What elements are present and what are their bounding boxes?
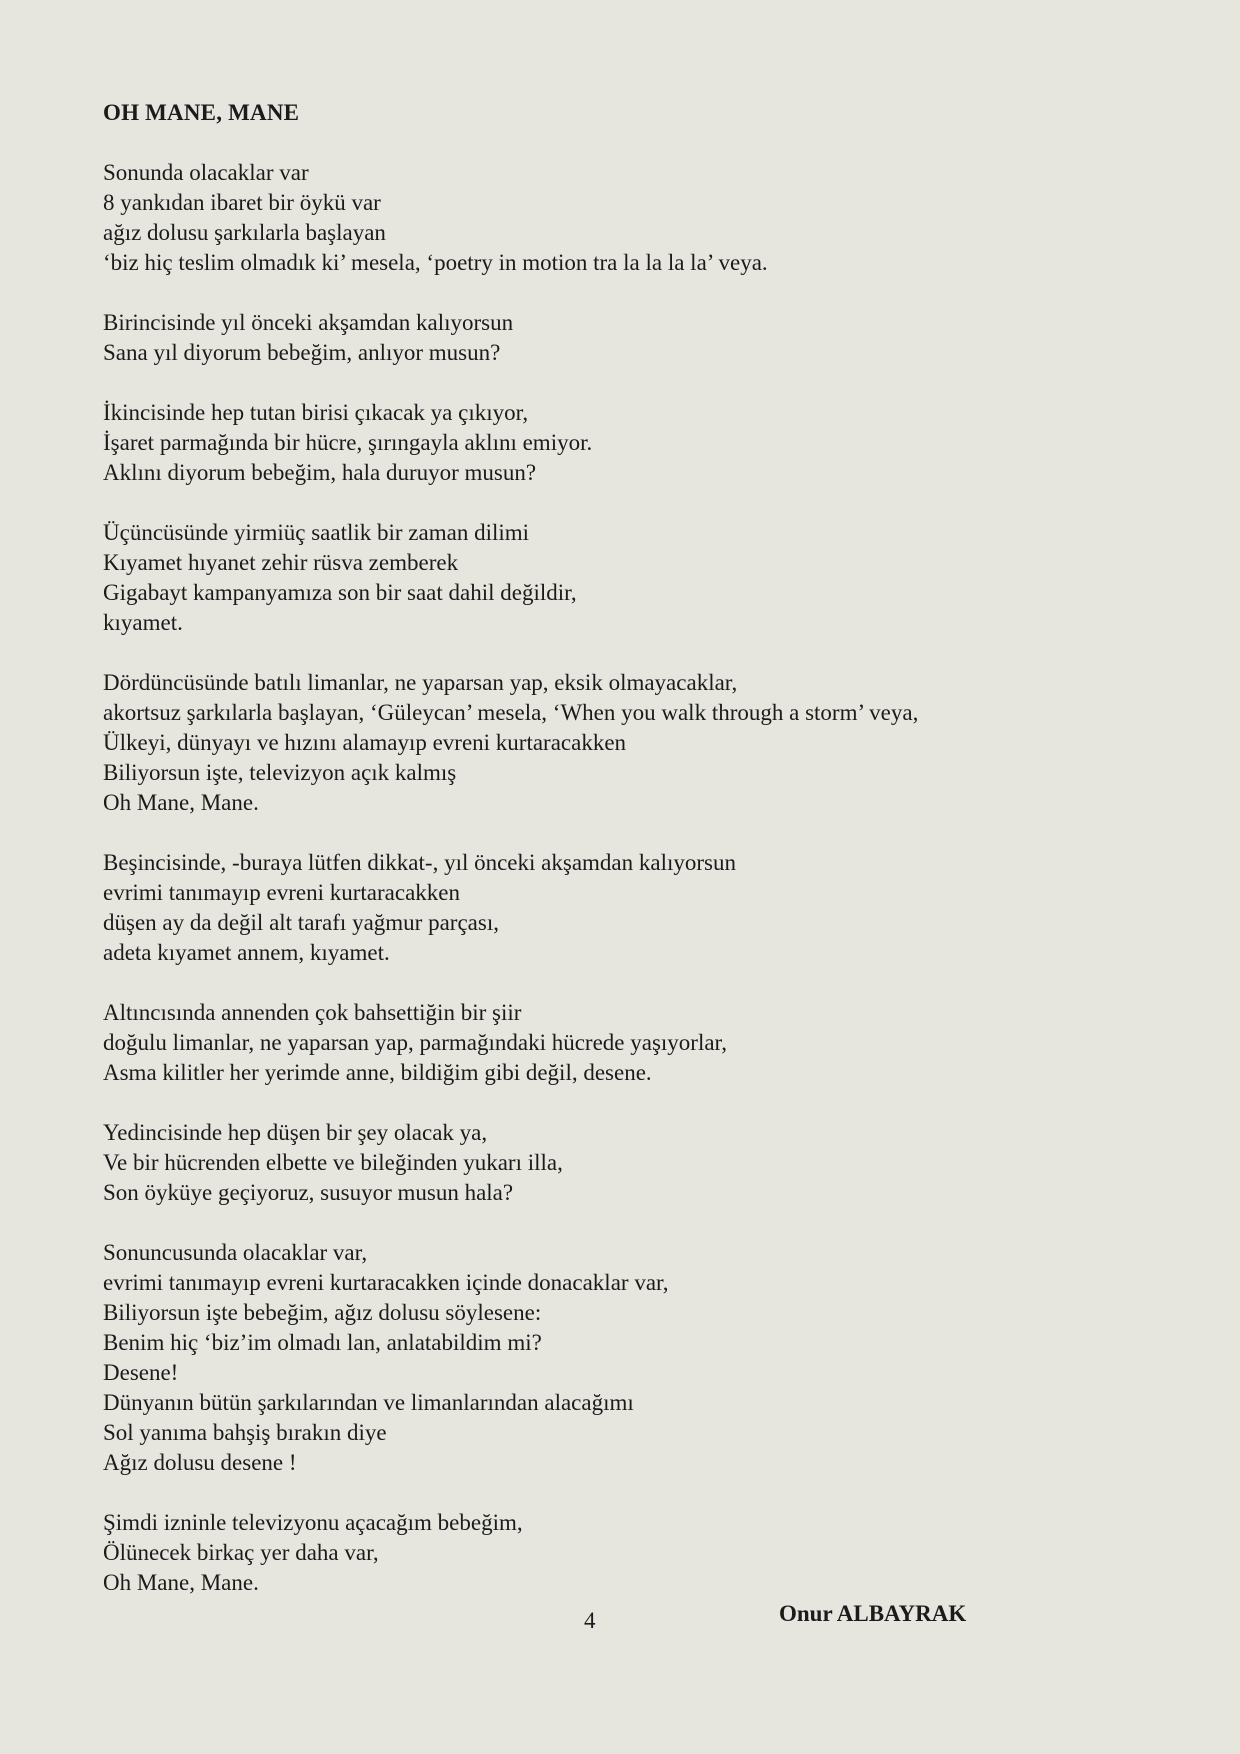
poem-line: Asma kilitler her yerimde anne, bildiğim gibi değil, desene.: [103, 1060, 652, 1085]
poem-line: Kıyamet hıyanet zehir rüsva zemberek: [103, 550, 459, 575]
poem-line: doğulu limanlar, ne yaparsan yap, parmağındaki hücrede yaşıyorlar,: [103, 1030, 728, 1055]
page-number: 4: [584, 1608, 596, 1633]
poem-line: Ve bir hücrenden elbette ve bileğinden yukarı illa,: [103, 1150, 563, 1175]
poem-line: ‘biz hiç teslim olmadık ki’ mesela, ‘poetry in motion tra la la la la’ veya.: [103, 250, 768, 275]
poem-line: Birincisinde yıl önceki akşamdan kalıyorsun: [103, 310, 514, 335]
poem-line: 8 yankıdan ibaret bir öykü var: [103, 190, 381, 215]
poem-line: Gigabayt kampanyamıza son bir saat dahil değildir,: [103, 580, 577, 605]
poem-title: OH MANE, MANE: [103, 100, 300, 125]
poem-line: adeta kıyamet annem, kıyamet.: [103, 940, 390, 965]
stanza: [103, 848, 1163, 968]
stanza: [103, 1508, 1163, 1598]
poem-line: Sonuncusunda olacaklar var,: [103, 1240, 368, 1265]
poem-line: evrimi tanımayıp evreni kurtaracakken: [103, 880, 460, 905]
poem-line: akortsuz şarkılarla başlayan, ‘Güleycan’ mesela, ‘When you walk through a storm’ veya,: [103, 700, 919, 725]
poem-line: Oh Mane, Mane.: [103, 1570, 259, 1595]
poem-line: İşaret parmağında bir hücre, şırıngayla aklını emiyor.: [103, 430, 593, 455]
poem-line: Sonunda olacaklar var: [103, 160, 309, 185]
author-signature: Onur ALBAYRAK: [779, 1601, 967, 1626]
poem-line: Beşincisinde, -buraya lütfen dikkat-, yıl önceki akşamdan kalıyorsun: [103, 850, 736, 875]
poem-line: Ülkeyi, dünyayı ve hızını alamayıp evreni kurtaracakken: [103, 730, 627, 755]
stanza: [103, 668, 1163, 818]
stanza: [103, 158, 1163, 278]
poem-line: Yedincisinde hep düşen bir şey olacak ya,: [103, 1120, 488, 1145]
poem-line: düşen ay da değil alt tarafı yağmur parçası,: [103, 910, 499, 935]
poem-line: Sana yıl diyorum bebeğim, anlıyor musun?: [103, 340, 501, 365]
poem-line: kıyamet.: [103, 610, 183, 635]
poem-line: ağız dolusu şarkılarla başlayan: [103, 220, 386, 245]
poem-line: Oh Mane, Mane.: [103, 790, 259, 815]
stanza: [103, 1238, 1163, 1478]
poem-line: Dördüncüsünde batılı limanlar, ne yaparsan yap, eksik olmayacaklar,: [103, 670, 738, 695]
poem-body: [103, 158, 1163, 1628]
poem-line: Biliyorsun işte bebeğim, ağız dolusu söylesene:: [103, 1300, 542, 1325]
stanza: [103, 998, 1163, 1088]
poem-line: Altıncısında annenden çok bahsettiğin bir şiir: [103, 1000, 522, 1025]
stanza: [103, 1118, 1163, 1208]
poem-line: Dünyanın bütün şarkılarından ve limanlarından alacağımı: [103, 1390, 634, 1415]
poem-line: İkincisinde hep tutan birisi çıkacak ya çıkıyor,: [103, 400, 529, 425]
stanza: [103, 308, 1163, 368]
poem-line: Sol yanıma bahşiş bırakın diye: [103, 1420, 387, 1445]
stanza: [103, 398, 1163, 488]
stanza: [103, 518, 1163, 638]
poem-line: Üçüncüsünde yirmiüç saatlik bir zaman dilimi: [103, 520, 530, 545]
poem-line: Desene!: [103, 1360, 179, 1385]
poem-line: Ölünecek birkaç yer daha var,: [103, 1540, 379, 1565]
poem-line: Son öyküye geçiyoruz, susuyor musun hala?: [103, 1180, 514, 1205]
poem-line: Şimdi izninle televizyonu açacağım bebeğim,: [103, 1510, 523, 1535]
poem-line: Ağız dolusu desene !: [103, 1450, 297, 1475]
poem-line: Aklını diyorum bebeğim, hala duruyor musun?: [103, 460, 537, 485]
poem-line: Benim hiç ‘biz’im olmadı lan, anlatabildim mi?: [103, 1330, 542, 1355]
poem-line: Biliyorsun işte, televizyon açık kalmış: [103, 760, 457, 785]
poem-line: evrimi tanımayıp evreni kurtaracakken içinde donacaklar var,: [103, 1270, 669, 1295]
